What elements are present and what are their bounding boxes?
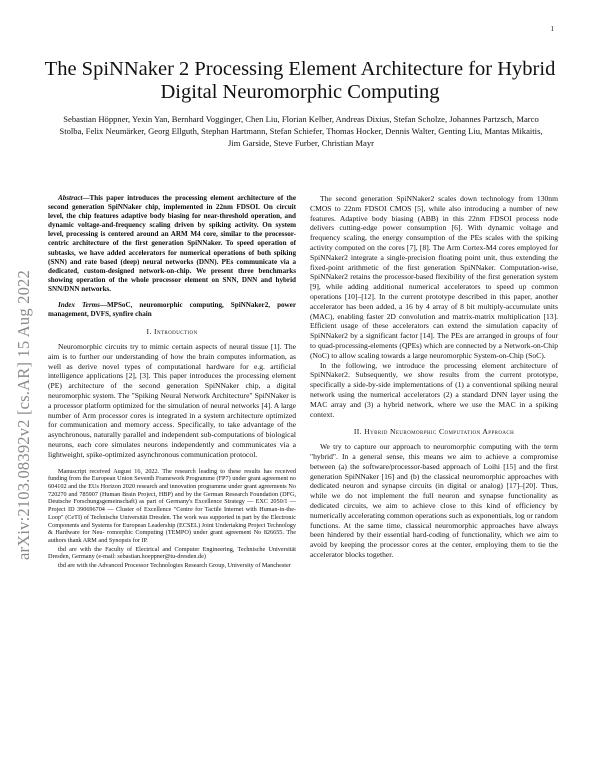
footnote-affiliation-dresden: tbd are with the Faculty of Electrical and Computer Engineering, Technische Universität Dresden, Germany (e-mail: sebastian.hoeppner@tu-dresden.de) bbox=[48, 545, 296, 561]
index-terms-text: —MPSoC, neuromorphic computing, SpiNNaker2, power management, DVFS, synfire chain bbox=[48, 301, 296, 319]
index-terms bbox=[48, 301, 296, 319]
body-paragraph-3: We try to capture our approach to neuromorphic computing with the term "hybrid". In a general sense, this means we aim to achieve a compromise between (a) the software/processor-based approach of Loihi [15] and the first generation SpiNNaker [16] and (b) the classical neuromorphic approaches with dedicated neuron and synapse circuits (in digital or analog) [17]–[20]. Thus, while we do not implement the full neuron and synapse functionality as dedicated circuits, we aim to achieve close to this kind of efficiency by numerically accelerating common operations such as exponentials, log or random functions. At the same time, classical neuromorphic approaches have always been hindered by their essential hard-coding of functionality, which we aim to avoid by keeping the processor cores at the center, employing them to tie the accelerator blocks together. bbox=[310, 442, 558, 559]
section-heading-introduction: I. Introduction bbox=[146, 327, 198, 337]
author-list: Sebastian Höppner, Yexin Yan, Bernhard Vogginger, Chen Liu, Florian Kelber, Andreas Dixius, Stefan Scholze, Johannes Partzsch, Marco Stolba, Felix Neumärker, Georg Ellguth, Stephan Hartmann, Stefan Schiefer, Thomas Hocker, Dennis Walter, Genting Liu, Mantas Mikaitis, Jim Garside, Steve Furber, Christian Mayr bbox=[59, 114, 543, 148]
body-paragraph-1: The second generation SpiNNaker2 scales down technology from 130nm CMOS to 22nm FDSOI CMOS [5], while also introducing a number of new features. Adaptive body biasing (ABB) in this 22nm FDSOI process node delivers cutting-edge power consumption [6]. With dynamic voltage and frequency scaling, the energy consumption of the PEs scales with the spiking activity computed on the cores [7], [8]. The Arm Cortex-M4 cores employed for SpiNNaker2 integrate a single-precision floating point unit, thus extending the fixed-point arithmetic of the first generation SpiNNaker. Computation-wise, SpiNNaker2 retains the processor-based flexibility of the first generation system [9], while adding additional numerical accelerators to speed up common operations [10]–[12]. In the current prototype described in this paper, another accelerator has been added, a 16 by 4 array of 8 bit multiply-accumulate units (MAC), enabling faster 2D convolution and matrix-matrix multiplication [13]. Efficient usage of these accelerators can extend the simulation capacity of SpiNNaker2 by a significant factor [14]. The PEs are arranged in groups of four to quad-processing-elements (QPEs) which are connected by a Network-on-Chip (NoC) to allow scaling towards a large neuromorphic System-on-Chip (SoC). bbox=[310, 194, 558, 360]
body-paragraph-2: In the following, we introduce the processing element architecture of SpiNNaker2. Subsequently, we show results from the current prototype, specifically a side-by-side implementations of (1) a conventional spiking neural network using the numerical accelerators (2) a standard DNN layer using the MAC array and (3) a hybrid network, where we use the MAC in a spiking context. bbox=[310, 360, 558, 419]
index-terms-label: Index Terms bbox=[58, 301, 100, 310]
left-column bbox=[48, 194, 296, 570]
section-heading-hybrid: II. Hybrid Neuromorphic Computation Approach bbox=[353, 427, 515, 437]
abstract-label: Abstract bbox=[58, 194, 83, 202]
abstract-text: —This paper introduces the processing element architecture of the second generation SpiNNaker chip, implemented in 22nm FDSOI. On circuit level, the chip features adaptive body biasing for near-threshold operation, and dynamic voltage-and-frequency scaling driven by spiking activity. On system level, processing is centered around an ARM M4 core, similar to the processor-centric architecture of the first generation SpiNNaker. To speed operation of subtasks, we have added accelerators for numerical operations of both spiking (SNN) and rate based (deep) neural networks (DNN). PEs communicate via a dedicated, custom-designed network-on-chip. We present three benchmarks showing operation of the whole processor element on SNN, DNN and hybrid SNN/DNN networks. bbox=[48, 194, 296, 293]
footnote-affiliation-manchester: tbd are with the Advanced Processor Technologies Research Group, University of Manchester bbox=[58, 562, 291, 570]
paper-title: The SpiNNaker 2 Processing Element Architecture for Hybrid Digital Neuromorphic Computing bbox=[44, 58, 556, 103]
arxiv-stamp: arXiv:2103.08392v2 [cs.AR] 15 Aug 2022 bbox=[14, 270, 33, 560]
intro-paragraph: Neuromorphic circuits try to mimic certain aspects of neural tissue [1]. The aim is to further our understanding of how the brain computes information, as well as derive novel types of computational hardware for e.g. artificial intelligence applications [2], [3]. This paper introduces the processing element (PE) architecture of the second generation SpiNNaker chip, a digital neuromorphic system. The "Spiking Neural Network Architecture" SpiNNaker is a processor platform optimized for the simulation of neural networks [4]. A large number of Arm processor cores is integrated in a system architecture optimized for communication and memory access. Specifically, to take advantage of the asynchronous, naturally parallel and independent sub-computations of biological neurons, each core simulates neurons independently and communicates via a lightweight, spike-optimized asynchronous communication protocol. bbox=[48, 342, 296, 459]
right-column bbox=[310, 194, 558, 560]
page-number: 1 bbox=[550, 25, 554, 33]
footnote-funding: Manuscript received August 16, 2022. The research leading to these results has received funding from the European Union Seventh Framework Programme (FP7) under grant agreement no 604102 and the EUs Horizon 2020 research and innovation programme under grant agreements No 720270 and 785907 (Human Brain Project, HBP) and by the German Research Foundation (DFG, Deutsche Forschungsgemeinschaft) as part of Germany's Excellence Strategy — EXC 2050/1 — Project ID 390696704 — Cluster of Excellence "Centre for Tactile Internet with Human-in-the-Loop" (CeTI) of Technische Universität Dresden. The work was supported in part by the Electronic Components and Systems for European Leadership (ECSEL) Joint Undertaking Project Technology & Hardware for Neu- romorphic Computing (TEMPO) under grant agreement No 826655. The authors thank ARM and Synopsis for IP. bbox=[48, 467, 296, 544]
abstract bbox=[48, 194, 296, 294]
